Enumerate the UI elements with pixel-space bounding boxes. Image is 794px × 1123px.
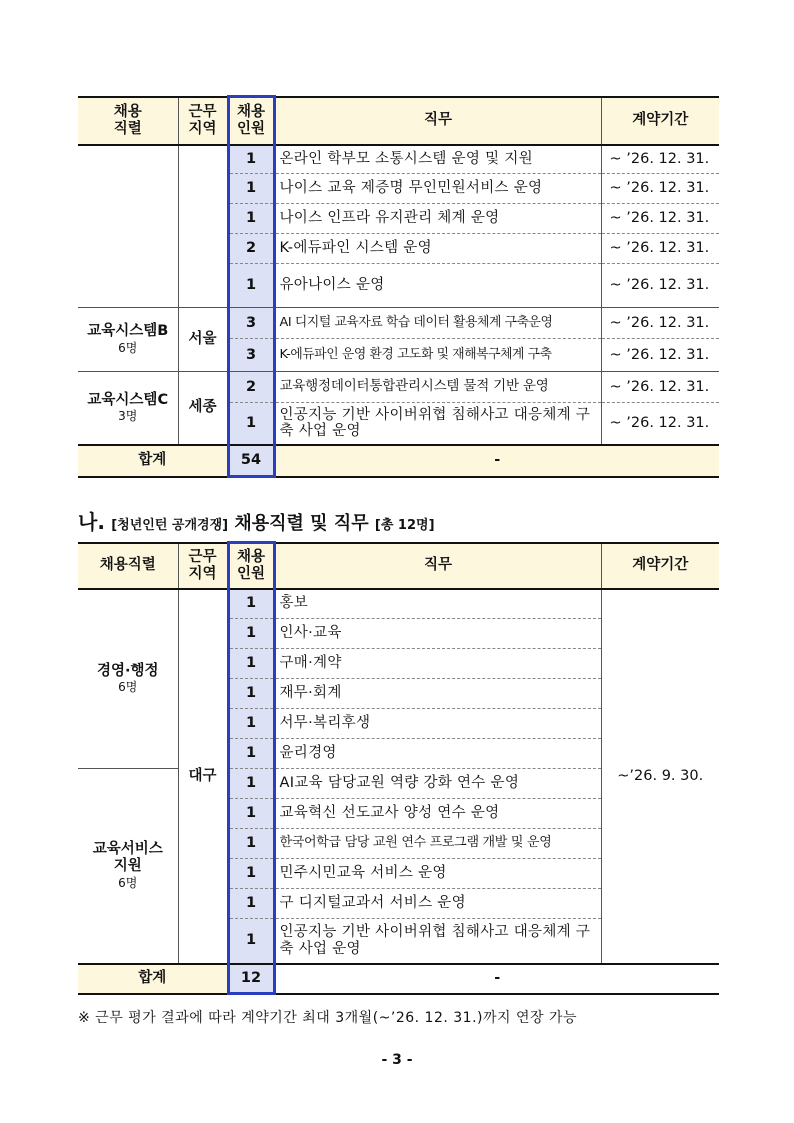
region-cell: 대구 — [178, 589, 228, 964]
count-cell: 1 — [228, 145, 274, 174]
duty-cell: K-에듀파인 시스템 운영 — [274, 234, 601, 264]
period-cell: ~ ’26. 12. 31. — [601, 308, 719, 339]
header-count: 채용 인원 — [228, 543, 274, 589]
duty-cell: 구 디지털교과서 서비스 운영 — [274, 889, 601, 919]
section-marker: 나. — [78, 510, 105, 534]
duty-cell: K-에듀파인 운영 환경 고도화 및 재해복구체계 구축 — [274, 339, 601, 372]
header-period: 계약기간 — [601, 97, 719, 145]
duty-cell: 교육혁신 선도교사 양성 연수 운영 — [274, 799, 601, 829]
count-cell: 1 — [228, 739, 274, 769]
total-count: 12 — [228, 964, 274, 994]
count-cell: 1 — [228, 799, 274, 829]
header-category: 채용 직렬 — [78, 97, 178, 145]
total-rest: - — [274, 445, 719, 477]
count-cell: 1 — [228, 769, 274, 799]
category-cell — [78, 589, 178, 769]
section-heading — [78, 506, 435, 535]
category-name: 교육서비스 지원 — [92, 841, 163, 874]
recruitment-table-1 — [78, 95, 719, 478]
category-name: 교육시스템B — [87, 323, 169, 340]
duty-cell: 한국어학급 담당 교원 연수 프로그램 개발 및 운영 — [274, 829, 601, 859]
count-cell: 1 — [228, 174, 274, 204]
duty-cell: 홍보 — [274, 589, 601, 619]
count-cell: 1 — [228, 204, 274, 234]
total-rest: - — [274, 964, 719, 994]
count-cell: 1 — [228, 829, 274, 859]
count-cell: 1 — [228, 709, 274, 739]
count-cell: 1 — [228, 859, 274, 889]
category-cell — [78, 372, 178, 445]
region-cell-blank — [178, 145, 228, 308]
duty-cell: 윤리경영 — [274, 739, 601, 769]
count-cell: 1 — [228, 589, 274, 619]
header-duty: 직무 — [274, 543, 601, 589]
count-cell: 1 — [228, 679, 274, 709]
count-cell: 2 — [228, 372, 274, 403]
duty-cell: 구매·계약 — [274, 649, 601, 679]
count-cell: 1 — [228, 619, 274, 649]
section-title: 채용직렬 및 직무 — [234, 513, 369, 534]
duty-cell: 서무·복리후생 — [274, 709, 601, 739]
duty-cell: 인공지능 기반 사이버위협 침해사고 대응체계 구축 사업 운영 — [274, 919, 601, 964]
count-cell: 1 — [228, 889, 274, 919]
count-cell: 3 — [228, 339, 274, 372]
total-label: 합계 — [78, 964, 228, 994]
region-cell: 서울 — [178, 308, 228, 372]
header-region: 근무 지역 — [178, 97, 228, 145]
duty-cell: 나이스 교육 제증명 무인민원서비스 운영 — [274, 174, 601, 204]
section-count-note: [총 12명] — [374, 518, 435, 533]
count-cell: 1 — [228, 403, 274, 445]
category-cell — [78, 308, 178, 372]
duty-cell: 유아나이스 운영 — [274, 264, 601, 308]
period-cell: ~ ’26. 12. 31. — [601, 372, 719, 403]
category-cell — [78, 769, 178, 964]
total-count: 54 — [228, 445, 274, 477]
count-cell: 1 — [228, 264, 274, 308]
header-period: 계약기간 — [601, 543, 719, 589]
category-count: 3명 — [118, 409, 138, 424]
duty-cell: 인공지능 기반 사이버위협 침해사고 대응체계 구축 사업 운영 — [274, 403, 601, 445]
region-cell: 세종 — [178, 372, 228, 445]
header-count: 채용 인원 — [228, 97, 274, 145]
count-cell: 3 — [228, 308, 274, 339]
recruitment-table-2 — [78, 541, 719, 995]
duty-cell: 교육행정데이터통합관리시스템 물적 기반 운영 — [274, 372, 601, 403]
period-cell: ~’26. 9. 30. — [601, 589, 719, 964]
total-label: 합계 — [78, 445, 228, 477]
category-name: 경영·행정 — [96, 662, 159, 679]
count-cell: 1 — [228, 649, 274, 679]
footnote: ※ 근무 평가 결과에 따라 계약기간 최대 3개월(~’26. 12. 31.)까지 연장 가능 — [78, 1010, 578, 1026]
section-bracket: [청년인턴 공개경쟁] — [111, 518, 229, 533]
header-category: 채용직렬 — [78, 543, 178, 589]
duty-cell: 재무·회계 — [274, 679, 601, 709]
period-cell: ~ ’26. 12. 31. — [601, 403, 719, 445]
duty-cell: 민주시민교육 서비스 운영 — [274, 859, 601, 889]
period-cell: ~ ’26. 12. 31. — [601, 145, 719, 174]
duty-cell: AI 디지털 교육자료 학습 데이터 활용체계 구축운영 — [274, 308, 601, 339]
count-cell: 1 — [228, 919, 274, 964]
period-cell: ~ ’26. 12. 31. — [601, 339, 719, 372]
count-cell: 2 — [228, 234, 274, 264]
category-name: 교육시스템C — [87, 391, 169, 408]
category-count: 6명 — [118, 875, 138, 890]
category-cell-blank — [78, 145, 178, 308]
duty-cell: AI교육 담당교원 역량 강화 연수 운영 — [274, 769, 601, 799]
header-duty: 직무 — [274, 97, 601, 145]
period-cell: ~ ’26. 12. 31. — [601, 174, 719, 204]
header-region: 근무 지역 — [178, 543, 228, 589]
category-count: 6명 — [118, 680, 138, 695]
period-cell: ~ ’26. 12. 31. — [601, 234, 719, 264]
period-cell: ~ ’26. 12. 31. — [601, 204, 719, 234]
period-cell: ~ ’26. 12. 31. — [601, 264, 719, 308]
page-number: - 3 - — [381, 1052, 413, 1068]
category-count: 6명 — [118, 340, 138, 355]
duty-cell: 나이스 인프라 유지관리 체계 운영 — [274, 204, 601, 234]
duty-cell: 온라인 학부모 소통시스템 운영 및 지원 — [274, 145, 601, 174]
duty-cell: 인사·교육 — [274, 619, 601, 649]
